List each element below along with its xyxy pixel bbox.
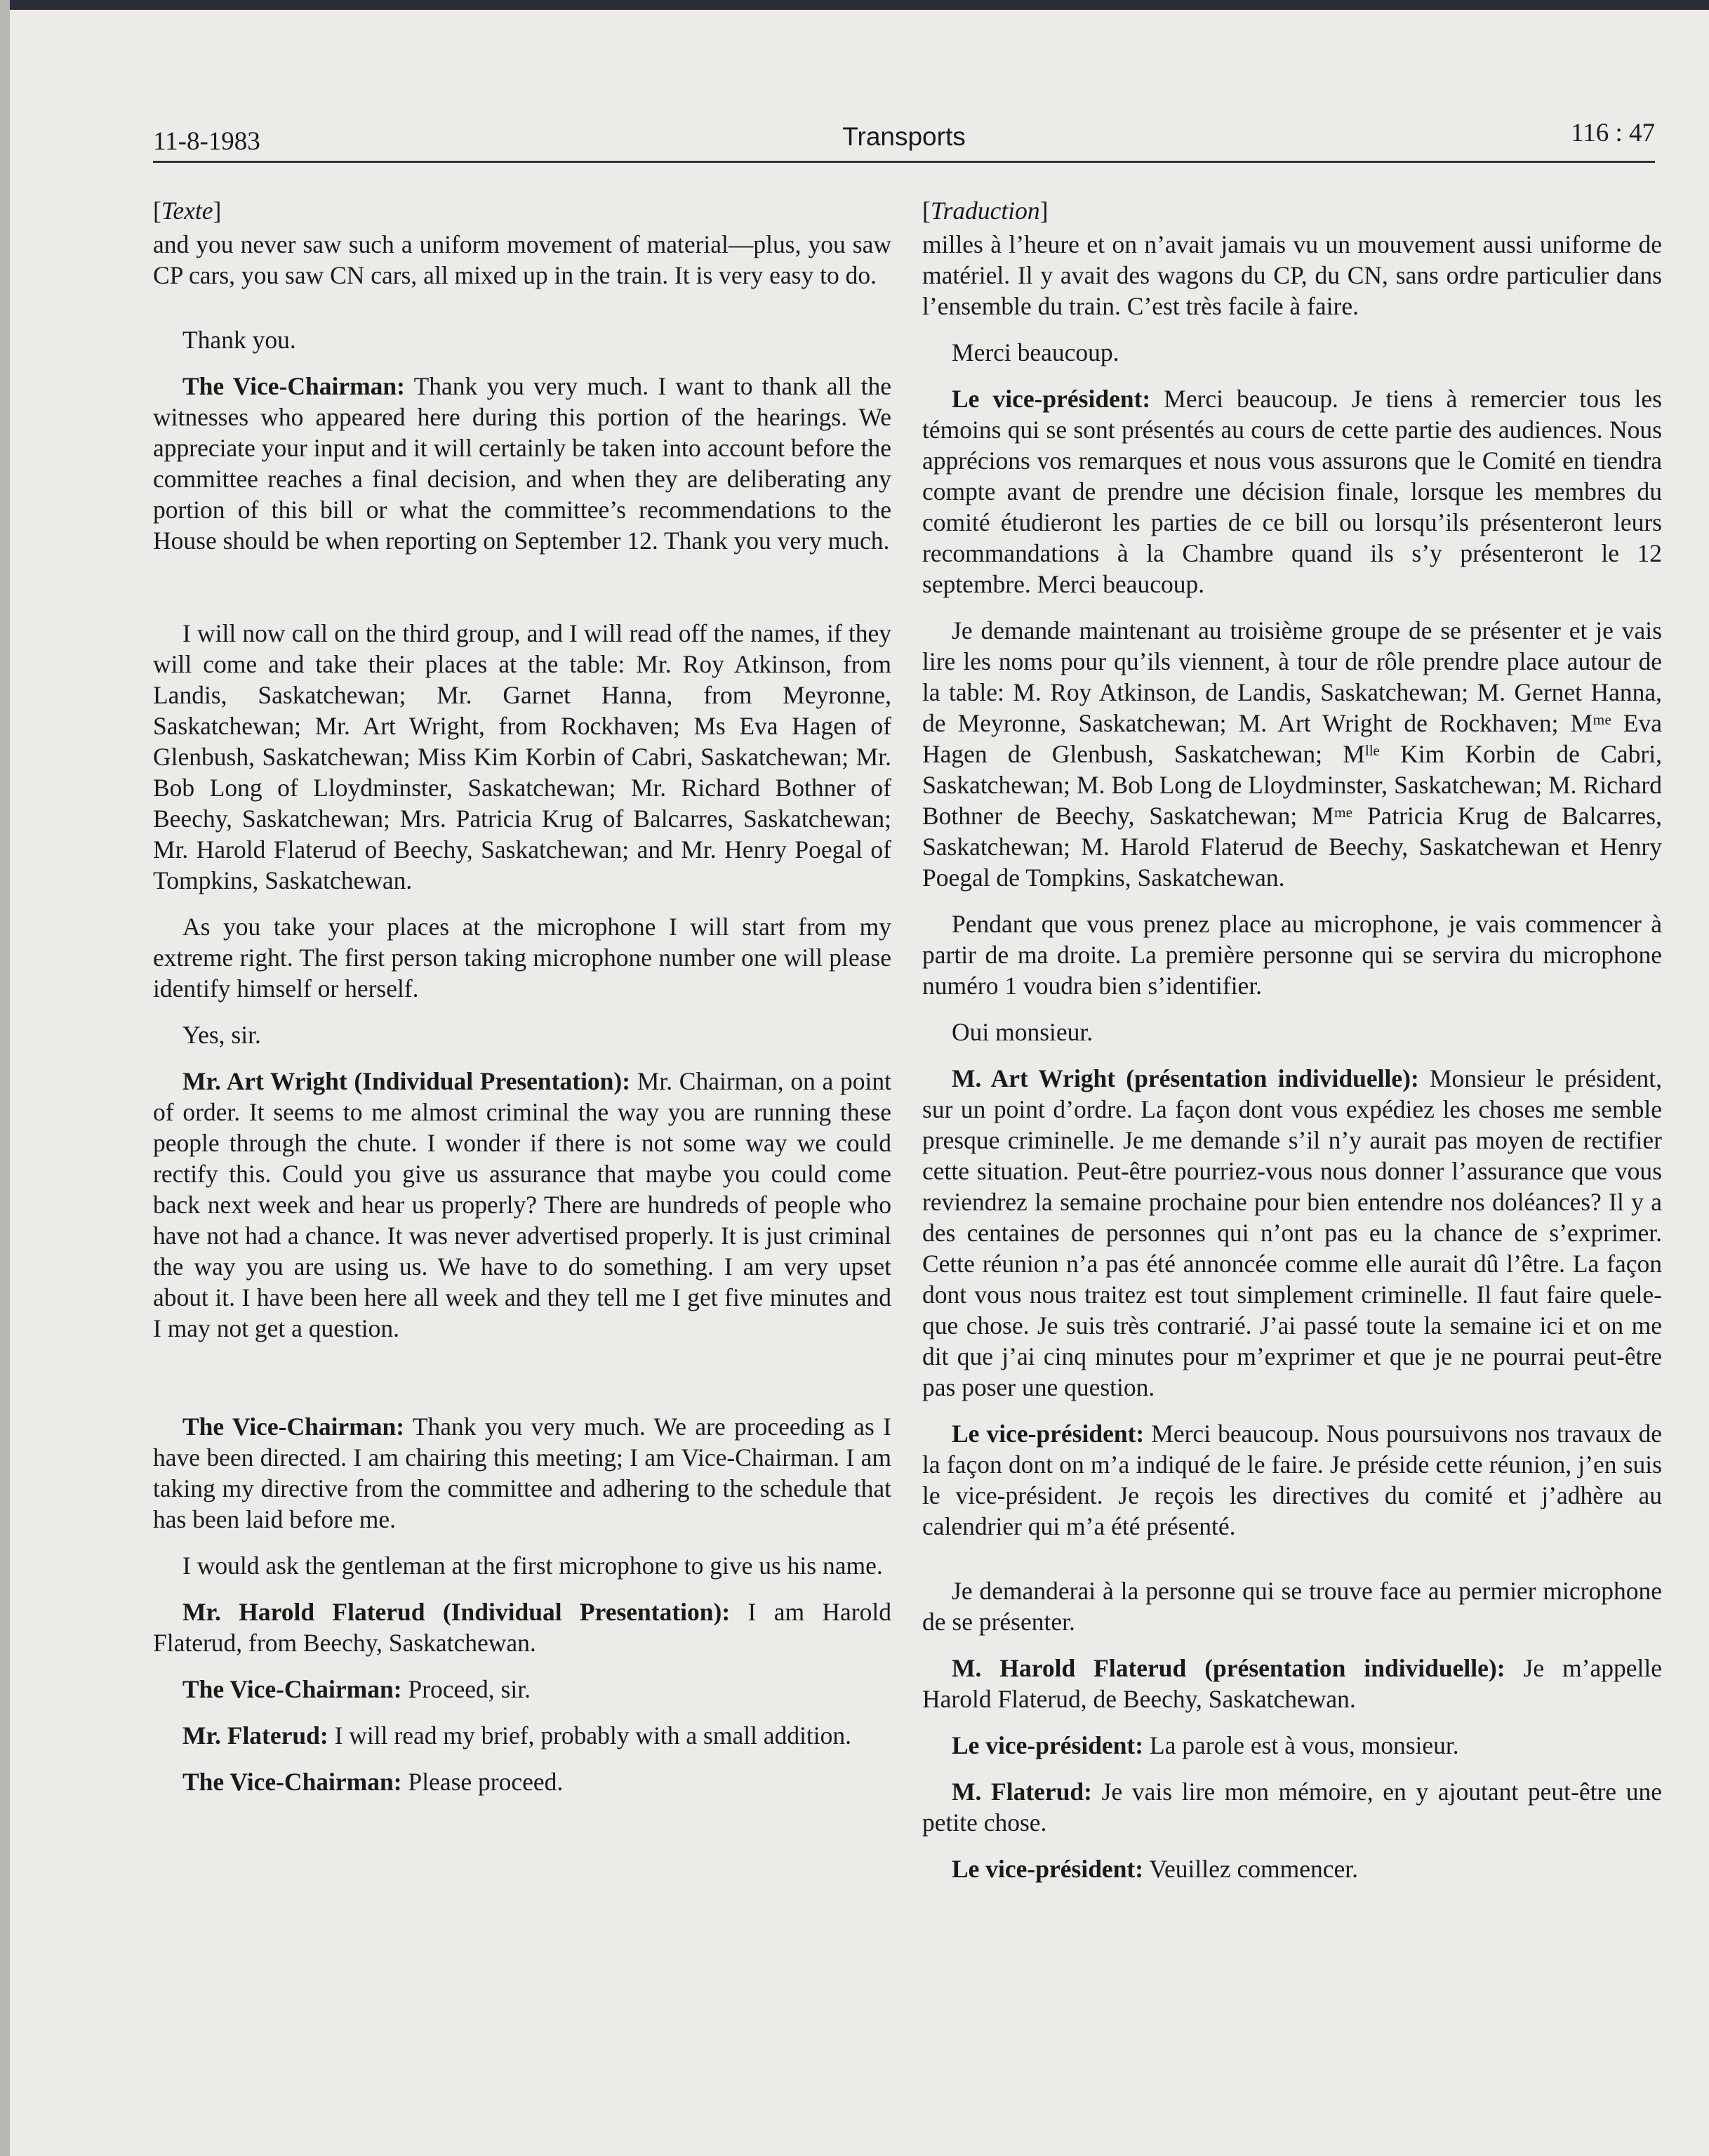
speech [153, 1674, 891, 1705]
paragraph: As you take your places at the microphone I will start from my extreme right. The first person taking microphone number one will please identify himself or herself. [153, 913, 891, 1003]
speech-text: Je vais lire mon mémoire, en y ajoutant peut-être une petite chose. [922, 1778, 1662, 1837]
speech-text: Thank you very much. We are proceeding as I have been directed. I am chairing this meeting; I am Vice-Chairman. I am taking my directive from the committee and adhering to the schedule that has been laid before me. [153, 1413, 891, 1533]
speaker-name: The Vice-Chairman: [182, 1768, 402, 1796]
paragraph: and you never saw such a uniform movement of material—plus, you saw CP cars, you saw CN cars, all mixed up in the train. It is very easy to do. [153, 230, 891, 289]
speech [153, 1596, 891, 1658]
speech-text: Je m’appelle Harold Flaterud, de Beechy, Saskatchewan. [922, 1654, 1662, 1713]
speech-text: La parole est à vous, monsieur. [1143, 1731, 1459, 1759]
paragraph: Je demande maintenant au troisième groupe de se présenter et je vais lire les noms pour qu’ils viennent, à tour de rôle prendre place autour de la table: M. Roy Atkinson, de Landis, Saskatchewan; M. Gernet Hanna, de Meyronne, Saskatchewan; M. Art Wright de Rockhaven; Mᵐᵉ Eva Hagen de Glenbush, Saskatchewan; Mˡˡᵉ Kim Korbin de Cabri, Saskatchewan; M. Bob Long de Lloydminster, Saskatchewan; M. Richard Bothner de Beechy, Saskatchewan; Mᵐᵉ Patricia Krug de Balcarres, Saskatchewan; M. Harold Flaterud de Beechy, Saskatchewan et Henry Poegal de Tompkins, Saskatchewan. [922, 616, 1662, 892]
speaker-name: Le vice-président: [952, 1731, 1144, 1759]
speech [922, 1776, 1662, 1838]
speech-text: I will read my brief, probably with a small addition. [328, 1721, 852, 1750]
speech-text: Monsieur le président, sur un point d’ordre. La façon dont vous expédiez les choses me semble presque criminelle. Je me demande s’il n’y aurait pas moyen de rectifier cette situation. Peut-être pourriez-vous nous donner l’assurance que vous reviendrez la semaine prochaine pour bien entendre nos doléances? Il y a des centaines de personnes qui n’ont pas eu la chance de s’exprimer. Cette réunion n’a pas été annoncée comme elle aurait dû l’être. La façon dont vous nous traitez est tout simplement criminelle. Il faut faire quele-que chose. Je suis très contrarié. J’ai passé toute la semaine ici et on me dit que j’ai cinq minutes pour m’exprimer et que je ne pourrai peut-être pas poser une question. [922, 1064, 1662, 1401]
speaker-name: The Vice-Chairman: [182, 1675, 402, 1703]
speech [922, 1730, 1662, 1761]
speech [153, 1411, 891, 1535]
speaker-name: Le vice-président: [952, 385, 1151, 413]
paragraph: I would ask the gentleman at the first microphone to give us his name. [182, 1552, 883, 1580]
speaker-name: M. Harold Flaterud (présentation individuelle): [952, 1654, 1505, 1682]
speech-text: Merci beaucoup. Nous poursuivons nos travaux de la façon dont on m’a indiqué de le faire. Je préside cette réunion, j’en suis le vice-président. Je reçois les directives du comité et j’adhère au calendrier qui m’a été présenté. [922, 1420, 1662, 1540]
speaker-name: Mr. Flaterud: [182, 1721, 328, 1750]
speech-text: Please proceed. [401, 1768, 564, 1796]
speech-text: I am Harold Flaterud, from Beechy, Saskatchewan. [153, 1598, 891, 1657]
paragraph: Yes, sir. [182, 1021, 261, 1049]
speech [153, 1766, 891, 1797]
speech-text: Merci beaucoup. Je tiens à remercier tous les témoins qui se sont présentés au cours de cette partie des audiences. Nous apprécions vos remarques et nous vous assurons que le Comité en tiendra compte avant de prendre une décision finale, lorsque les membres du comité étudieront les parties de ce bill ou lorsqu’ils présenteront leurs recommandations à la Chambre quand ils s’y présenteront le 12 septembre. Merci beaucoup. [922, 385, 1662, 598]
speaker-name: The Vice-Chairman: [182, 1413, 405, 1441]
speaker-name: Mr. Art Wright (Individual Presentation): [182, 1067, 631, 1095]
speaker-name: Mr. Harold Flaterud (Individual Presentation): [182, 1598, 731, 1626]
speaker-name: Le vice-président: [952, 1420, 1145, 1448]
speech [922, 383, 1662, 600]
paragraph: Thank you. [182, 326, 296, 354]
speech [153, 1720, 891, 1751]
marker-label: Traduction [930, 197, 1040, 225]
speech [153, 371, 891, 556]
page-header [153, 118, 1655, 161]
scan-binding-edge [0, 0, 10, 2156]
speech-text: Thank you very much. I want to thank all the witnesses who appeared here during this portion of the hearings. We appreciate your input and it will certainly be taken into account before the committee reaches a final decision, and when they are deliberating any portion of this bill or what the committee’s recommendations to the House should be when reporting on September 12. Thank you very much. [153, 372, 891, 555]
speech-text: Proceed, sir. [401, 1675, 531, 1703]
marker-label: Texte [161, 197, 213, 225]
language-marker: [Traduction] [922, 197, 1049, 225]
speech [922, 1063, 1662, 1403]
paragraph: Pendant que vous prenez place au microphone, je vais commencer à partir de ma droite. La première personne qui se servira du microphone numéro 1 voudra bien s’identifier. [922, 910, 1662, 1000]
language-marker: [Texte] [153, 197, 222, 225]
speech [922, 1653, 1662, 1714]
speech-text: Mr. Chairman, on a point of order. It seems to me almost criminal the way you are running these people through the chute. I wonder if there is not some way we could rectify this. Could you give us assurance that maybe you could come back next week and hear us properly? There are hundreds of people who have not had a chance. It was never advertised properly. It is just criminal the way you are using us. We have to do something. I am very upset about it. I have been here all week and they tell me I get five minutes and I may not get a question. [153, 1067, 891, 1342]
english-column [153, 195, 891, 1813]
header-rule [153, 161, 1655, 163]
french-column [922, 195, 1662, 1900]
speech-text: Veuillez commencer. [1143, 1855, 1359, 1883]
header-title: Transports [842, 122, 966, 151]
speaker-name: M. Flaterud: [952, 1778, 1092, 1806]
paragraph: milles à l’heure et on n’avait jamais vu un mouvement aussi uniforme de matériel. Il y avait des wagons du CP, du CN, sans ordre particulier dans l’ensemble du train. C’est très facile à faire. [922, 230, 1662, 320]
speaker-name: Le vice-président: [952, 1855, 1144, 1883]
scan-top-edge [0, 0, 1709, 10]
speaker-name: The Vice-Chairman: [182, 372, 405, 400]
speech [153, 1066, 891, 1344]
speech [922, 1418, 1662, 1542]
paragraph: Oui monsieur. [952, 1018, 1093, 1046]
header-date: 11-8-1983 [153, 127, 260, 156]
speech [922, 1853, 1662, 1884]
paragraph: Merci beaucoup. [952, 338, 1119, 366]
speaker-name: M. Art Wright (présentation individuelle): [952, 1064, 1419, 1092]
header-page-number: 116 : 47 [1571, 119, 1655, 147]
paragraph: I will now call on the third group, and I will read off the names, if they will come and take their places at the table: Mr. Roy Atkinson, from Landis, Saskatchewan; Mr. Garnet Hanna, from Meyronne, Saskatchewan; Mr. Art Wright, from Rockhaven; Ms Eva Hagen of Glenbush, Saskatchewan; Miss Kim Korbin of Cabri, Saskatchewan; Mr. Bob Long of Lloydminster, Saskatchewan; Mr. Richard Bothner of Beechy, Saskatchewan; Mrs. Patricia Krug of Balcarres, Saskatchewan; Mr. Harold Flaterud of Beechy, Saskatchewan; and Mr. Henry Poegal of Tompkins, Saskatchewan. [153, 619, 891, 894]
paragraph: Je demanderai à la personne qui se trouve face au permier microphone de se présenter. [922, 1577, 1662, 1636]
